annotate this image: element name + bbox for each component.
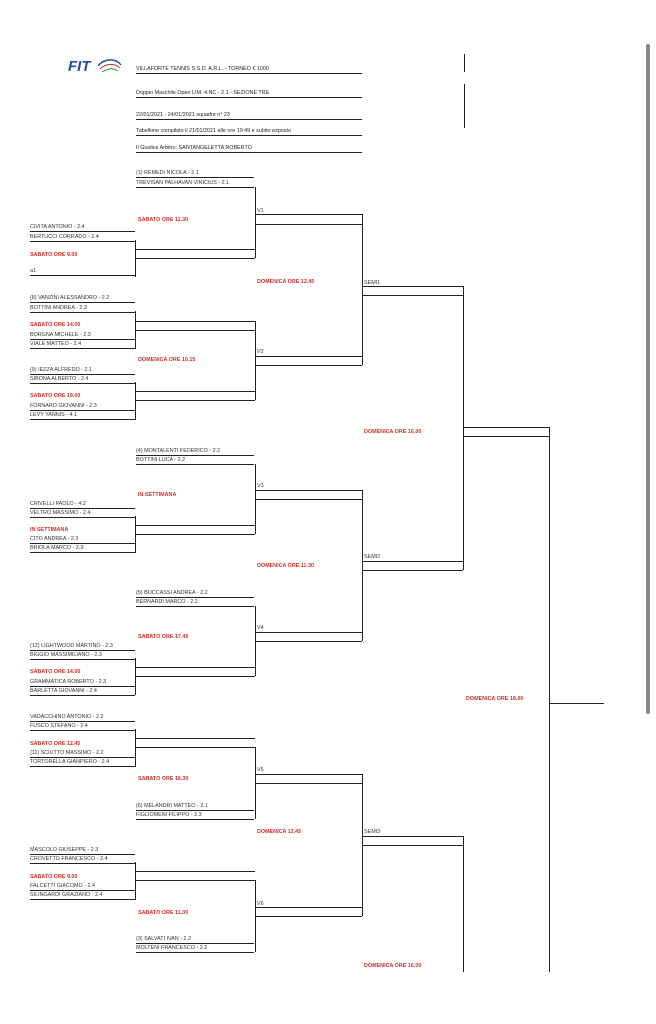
schedule-label: SABATO ORE 16.30 [138, 776, 189, 782]
entry: BOTTINI ANDREA - 2.3 [30, 305, 135, 313]
round-label: V6 [257, 901, 264, 907]
entry: (3) SALVATI IVAN - 2.2 [136, 936, 254, 944]
entry: VADACCHINO ANTONIO - 2.2 [30, 714, 135, 722]
schedule-label: DOMENICA ORE 12.45 [257, 279, 315, 285]
round-label: SEMI3 [364, 829, 381, 835]
entry: (12) LIGHTWOOD MARTINO - 2.3 [30, 643, 135, 651]
entry: (9) IEZZA ALFREDO - 2.1 [30, 367, 135, 375]
referee: Il Giudice Arbitro: SANTANGELETTA ROBERTO [136, 145, 362, 153]
header-divider [464, 84, 465, 128]
entry: BARLETTA GIOVANNI - 2.4 [30, 688, 135, 696]
entry: MOLTENI FRANCESCO - 2.2 [136, 945, 254, 953]
entry: CRIVELLI PAOLO - 4.2 [30, 501, 135, 509]
entry: (11) SCIUTTO MASSIMO - 2.2 [30, 750, 135, 758]
schedule-label: DOMENICA ORE 16.00 [364, 429, 422, 435]
entry: CIVITA ANTONIO - 2.4 [30, 224, 135, 232]
entry: LEVY YANNIS - 4.1 [30, 412, 135, 420]
schedule-label: IN SETTIMANA [138, 492, 177, 498]
draw-compiled: Tabellone compilato il 21/01/2021 alle ore 19:49 e subito esposto [136, 128, 362, 136]
entry: a1 [30, 268, 135, 276]
round-label: SEMI2 [364, 554, 381, 560]
schedule-label: SABATO ORE 19.00 [30, 393, 81, 399]
logo-text: FIT [68, 58, 91, 75]
entry: FIGLIOMENI FILIPPO - 2.3 [136, 812, 254, 820]
round-label: SEMI1 [364, 280, 381, 286]
entry: BIGGIO MASSIMILIANO - 2.3 [30, 652, 135, 660]
schedule-label: SABATO ORE 14.00 [30, 322, 81, 328]
schedule-label: DOMENICA ORE 10.15 [138, 357, 196, 363]
entry: FALCETTI GIACOMO - 2.4 [30, 883, 135, 891]
entry: SIBONA ALBERTO - 2.4 [30, 376, 135, 384]
round-label: V1 [257, 208, 264, 214]
header-divider [464, 54, 465, 72]
entry: TREVISAN PALHAVAN VINICIUS - 2.1 [136, 180, 254, 188]
schedule-label: SABATO ORE 12.45 [30, 741, 81, 747]
entry: SILINGARDI GRAZIANO - 2.4 [30, 892, 135, 900]
entry: GRAMMATICA ROBERTO - 2.3 [30, 679, 135, 687]
round-label: V5 [257, 767, 264, 773]
entry: (5) BOCCASSI ANDREA - 2.2 [136, 590, 254, 598]
entry: (8) VANZINI ALESSANDRO - 2.2 [30, 295, 135, 303]
entry: TORTORELLA GIANPIERO - 2.4 [30, 759, 135, 767]
entry: BOTTINI LUCA - 2.2 [136, 457, 254, 465]
tournament-category: Doppio Maschile Open LIM. 4.NC - 2.1 - SEZIONE TRE [136, 90, 362, 98]
round-label: V3 [257, 483, 264, 489]
entry: BERNARDI MARCO - 2.2 [136, 599, 254, 607]
entry: BRIOLA MARCO - 2.3 [30, 545, 135, 553]
schedule-label: DOMENICA ORE 18.00 [466, 696, 524, 702]
tournament-dates: 22/01/2021 - 24/01/2021 squadre n° 23 [136, 112, 362, 120]
schedule-label: SABATO ORE 11.30 [138, 217, 189, 223]
entry: CROVETTO FRANCESCO - 2.4 [30, 856, 135, 864]
entry: FORNARO GIOVANNI - 2.3 [30, 403, 135, 411]
entry: (6) MELANDRI MATTEO - 2.1 [136, 803, 254, 811]
entry: MASCOLO GIUSEPPE - 2.3 [30, 847, 135, 855]
fit-logo [68, 56, 122, 76]
entry: BORGNA MICHELE - 2.3 [30, 332, 135, 340]
schedule-label: DOMENICA 12.45 [257, 829, 302, 835]
entry: VIALE MATTEO - 2.4 [30, 341, 135, 349]
entry: BERTUCCI CORRADO - 2.4 [30, 234, 135, 242]
entry: (1) REMEDI NICOLA - 2.1 [136, 170, 254, 178]
tournament-title: VILLAFORTE TENNIS S.S.D. A.R.L. - TORNEO € 1000 [136, 66, 362, 74]
scrollbar-thumb[interactable] [646, 44, 650, 714]
schedule-label: SABATO ORE 17.45 [138, 634, 189, 640]
round-label: V4 [257, 625, 264, 631]
schedule-label: SABATO ORE 9.00 [30, 252, 78, 258]
entry: FUSCO STEFANO - 2.4 [30, 723, 135, 731]
schedule-label: SABATO ORE 14.00 [30, 669, 81, 675]
schedule-label: DOMENICA ORE 11.30 [257, 563, 315, 569]
schedule-label: IN SETTIMANA [30, 527, 69, 533]
schedule-label: DOMENICA ORE 16.00 [364, 963, 422, 969]
round-label: V2 [257, 349, 264, 355]
schedule-label: SABATO ORE 11.30 [138, 910, 189, 916]
entry: (4) MONTALENTI FEDERICO - 2.2 [136, 448, 254, 456]
entry: CITO ANDREA - 2.3 [30, 536, 135, 544]
schedule-label: SABATO ORE 9.00 [30, 874, 78, 880]
entry: VELTRO MASSIMO - 2.4 [30, 510, 135, 518]
